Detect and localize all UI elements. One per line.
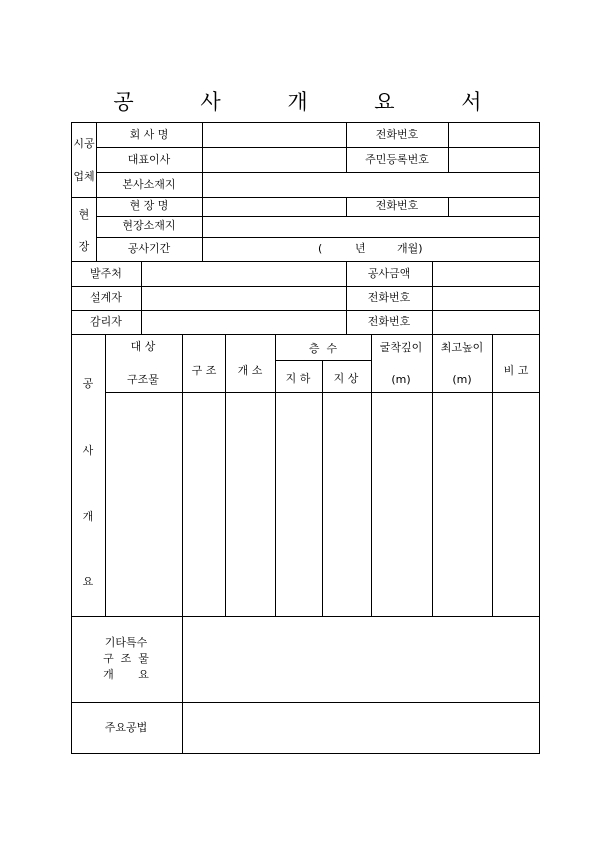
site-section-label: 현 bbox=[78, 208, 90, 221]
supervisor-phone-field[interactable] bbox=[433, 311, 539, 333]
contractor-section-label: 시공 bbox=[73, 137, 95, 150]
overview-section-char: 사 bbox=[82, 444, 94, 457]
overview-remarks-cell[interactable] bbox=[493, 393, 539, 615]
site-section-label: 장 bbox=[78, 240, 90, 253]
overview-count-cell[interactable] bbox=[226, 393, 274, 615]
special-structures-label: 구 조 물 bbox=[103, 652, 149, 665]
overview-max-height-cell[interactable] bbox=[433, 393, 491, 615]
overview-section-char: 공 bbox=[82, 377, 94, 390]
col-header-target: 구조물 bbox=[127, 373, 159, 386]
resident-number-field[interactable] bbox=[449, 148, 539, 171]
construction-period-label: 공사기간 bbox=[127, 242, 171, 255]
col-header-floors: 층 수 bbox=[308, 342, 338, 355]
site-name-label: 현 장 명 bbox=[129, 199, 169, 212]
main-methods-field[interactable] bbox=[183, 703, 539, 753]
overview-structure-cell[interactable] bbox=[183, 393, 224, 615]
overview-target-cell[interactable] bbox=[106, 393, 181, 615]
period-paren-open: ( bbox=[318, 242, 323, 255]
period-year: 년 bbox=[355, 242, 366, 255]
designer-field[interactable] bbox=[142, 287, 345, 309]
site-name-field[interactable] bbox=[203, 198, 345, 215]
col-header-remarks: 비 고 bbox=[503, 364, 529, 377]
col-header-max-height: 최고높이 bbox=[440, 341, 484, 354]
special-structures-label: 개 요 bbox=[103, 668, 149, 681]
special-structures-field[interactable] bbox=[183, 617, 539, 701]
col-header-aboveground: 지 상 bbox=[333, 372, 359, 385]
col-header-underground: 지 하 bbox=[285, 372, 311, 385]
site-phone-field[interactable] bbox=[449, 198, 539, 215]
supervisor-field[interactable] bbox=[142, 311, 345, 333]
col-header-max-height-unit: (m) bbox=[452, 373, 472, 386]
resident-number-label: 주민등록번호 bbox=[365, 153, 429, 166]
row-line bbox=[96, 237, 540, 238]
site-phone-label: 전화번호 bbox=[375, 199, 419, 212]
contract-amount-field[interactable] bbox=[433, 262, 539, 285]
col-header-target: 대 상 bbox=[130, 340, 156, 353]
designer-phone-field[interactable] bbox=[433, 287, 539, 309]
overview-section-char: 요 bbox=[82, 575, 94, 588]
overview-excavation-cell[interactable] bbox=[372, 393, 431, 615]
col-header-count: 개 소 bbox=[237, 364, 263, 377]
special-structures-label: 기타특수 bbox=[104, 636, 148, 649]
col-line bbox=[346, 122, 347, 172]
supervisor-label: 감리자 bbox=[90, 315, 122, 328]
main-methods-label: 주요공법 bbox=[104, 721, 148, 734]
row-line bbox=[275, 360, 371, 361]
head-office-label: 본사소재지 bbox=[122, 178, 176, 191]
col-header-excavation-unit: (m) bbox=[391, 373, 411, 386]
col-header-excavation: 굴착깊이 bbox=[379, 341, 423, 354]
designer-label: 설계자 bbox=[90, 291, 122, 304]
col-line bbox=[96, 122, 97, 261]
overview-section-char: 개 bbox=[82, 510, 94, 523]
col-line bbox=[346, 261, 347, 334]
overview-aboveground-cell[interactable] bbox=[323, 393, 370, 615]
col-line bbox=[346, 197, 347, 216]
company-name-label: 회 사 명 bbox=[129, 128, 169, 141]
document-title: 공 사 개 요 서 bbox=[113, 90, 512, 114]
company-phone-label: 전화번호 bbox=[375, 128, 419, 141]
company-name-field[interactable] bbox=[203, 123, 345, 146]
company-phone-field[interactable] bbox=[449, 123, 539, 146]
site-address-field[interactable] bbox=[203, 217, 539, 236]
contractor-section-label: 업체 bbox=[73, 170, 95, 183]
col-header-structure: 구 조 bbox=[191, 364, 217, 377]
head-office-field[interactable] bbox=[203, 173, 539, 196]
client-field[interactable] bbox=[142, 262, 345, 285]
supervisor-phone-label: 전화번호 bbox=[367, 315, 411, 328]
period-months: 개월) bbox=[397, 242, 423, 255]
client-label: 발주처 bbox=[90, 267, 122, 280]
representative-label: 대표이사 bbox=[127, 153, 171, 166]
representative-field[interactable] bbox=[203, 148, 345, 171]
contract-amount-label: 공사금액 bbox=[367, 267, 411, 280]
designer-phone-label: 전화번호 bbox=[367, 291, 411, 304]
overview-underground-cell[interactable] bbox=[276, 393, 321, 615]
row-line bbox=[71, 334, 540, 335]
site-address-label: 현장소재지 bbox=[122, 219, 176, 232]
